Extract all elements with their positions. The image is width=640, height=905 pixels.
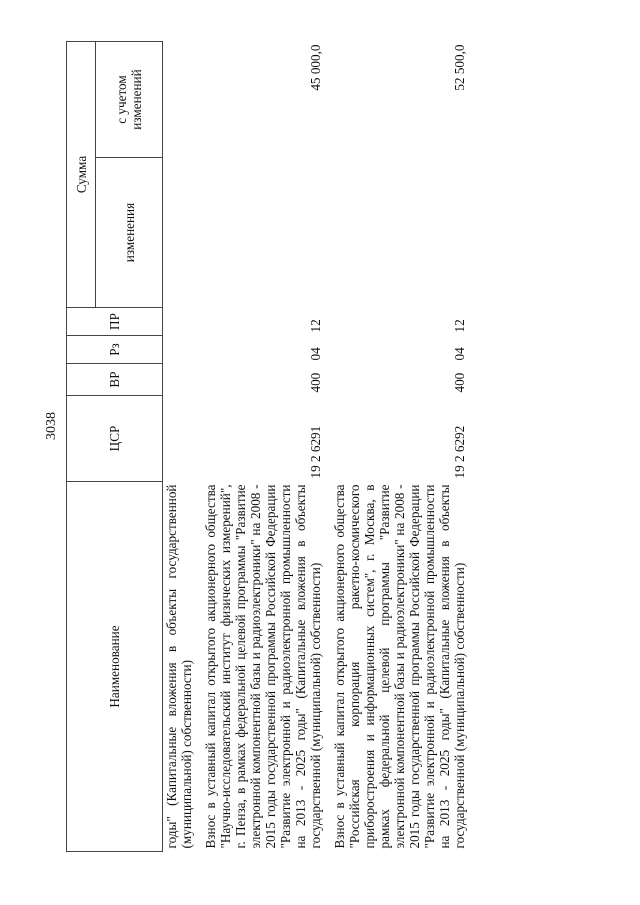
row-changes [195,158,324,308]
row-csr: 19 2 6292 [452,425,467,479]
header-sum: Сумма [67,42,96,308]
row-vr [163,364,196,396]
header-csr: ЦСР [67,396,163,482]
row-with-changes: 45 000,0 [308,44,323,91]
row-with-changes: 52 500,0 [452,44,467,91]
header-changes: изменения [96,158,163,308]
row-csr: 19 2 6291 [308,425,323,479]
table-row [195,42,324,852]
row-rz: 04 [308,347,323,361]
header-with-changes: с учетом изменений [96,42,163,158]
row-with-changes [163,42,196,158]
row-name: Взнос в уставный капитал открытого акционерного общества "Российская корпорация ракетно-космического приборостроения и информационных систем", г. Москва, в рамках федеральной целевой программы "Развитие электронной компонентной базы и радиоэлектроники" на 2008 - 2015 годы государственной программы Российской Федерации "Развитие электронной и радиоэлектронной промышленности на 2013 - 2025 годы" (Капитальные вложения в объекты государственной (муниципальной) собственности) [332,484,467,849]
budget-table [66,41,468,852]
page-number: 3038 [44,412,59,440]
header-name: Наименование [67,482,163,852]
row-rz [163,336,196,364]
table-row [163,42,196,852]
header-vr: ВР [67,364,163,396]
row-vr: 400 [308,372,323,393]
row-pr: 12 [452,319,467,333]
row-pr: 12 [308,319,323,333]
row-changes [324,158,468,308]
row-vr: 400 [452,372,467,393]
row-name: годы" (Капитальные вложения в объекты государственной (муниципальной) собственности) [164,484,194,849]
header-pr: ПР [67,308,163,336]
row-csr [163,396,196,482]
table-row [324,42,468,852]
row-rz: 04 [452,347,467,361]
budget-table-rotated [66,42,596,852]
row-changes [163,158,196,308]
row-name: Взнос в уставный капитал открытого акционерного общества "Научно-исследовательский институт физических измерений", г. Пенза, в рамках федеральной целевой программы "Развитие электронной компонентной базы и радиоэлектроники" на 2008 - 2015 годы государственной программы Российской Федерации "Развитие электронной и радиоэлектронной промышленности на 2013 - 2025 годы" (Капитальные вложения в объекты государственной (муниципальной) собственности) [203,484,323,849]
header-rz: Рз [67,336,163,364]
row-pr [163,308,196,336]
